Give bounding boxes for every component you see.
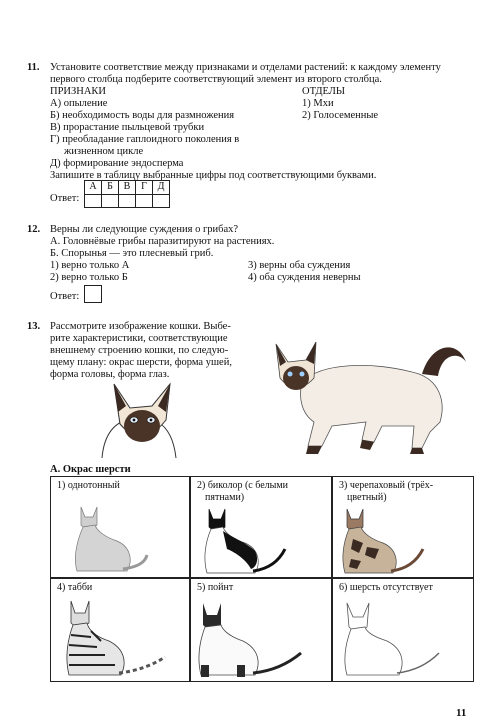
statement-a: А. Головнёвые грибы паразитируют на растениях. bbox=[50, 236, 275, 247]
cat-hairless-illustration bbox=[341, 597, 451, 679]
statement-b: Б. Спорынья — это плесневый гриб. bbox=[50, 248, 214, 259]
division-item: 1) Мхи bbox=[302, 98, 334, 109]
answer-label: Ответ: bbox=[50, 291, 80, 302]
option-label: цветный) bbox=[347, 492, 387, 503]
answer-box[interactable] bbox=[84, 285, 102, 303]
cat-bicolor-illustration bbox=[201, 503, 291, 575]
answer-input-cell[interactable] bbox=[136, 194, 153, 207]
answer-table bbox=[84, 180, 170, 208]
page-number: 11 bbox=[456, 707, 467, 719]
answer-input-cell[interactable] bbox=[102, 194, 119, 207]
question-text: Установите соответствие между признаками и отделами растений: к каждому элементу bbox=[50, 62, 441, 73]
coat-option-solid bbox=[50, 476, 190, 578]
answer-input-cell[interactable] bbox=[119, 194, 136, 207]
cat-point-illustration bbox=[197, 595, 307, 679]
option-label: пятнами) bbox=[205, 492, 245, 503]
answer-input-cell[interactable] bbox=[153, 194, 170, 207]
option: 4) оба суждения неверны bbox=[248, 272, 361, 283]
coat-option-tortoiseshell bbox=[332, 476, 474, 578]
section-title: А. Окрас шерсти bbox=[50, 464, 131, 475]
cat-full-illustration bbox=[262, 322, 472, 457]
answer-label: Ответ: bbox=[50, 193, 80, 204]
question-text: внешнему строению кошки, по следую- bbox=[50, 345, 229, 356]
divisions-header: ОТДЕЛЫ bbox=[302, 86, 346, 97]
option-label: 6) шерсть отсутствует bbox=[339, 582, 433, 593]
cat-head-illustration bbox=[96, 380, 186, 460]
cat-tabby-illustration bbox=[61, 595, 171, 679]
feature-item-continued: жизненном цикле bbox=[64, 146, 144, 157]
option-label: 3) черепаховый (трёх- bbox=[339, 480, 434, 491]
question-text: щему плану: окрас шерсти, форма ушей, bbox=[50, 357, 232, 368]
coat-option-point bbox=[190, 578, 332, 682]
instruction: Запишите в таблицу выбранные цифры под соответствующими буквами. bbox=[50, 170, 377, 181]
option-label: 1) однотонный bbox=[57, 480, 120, 491]
feature-item: А) опыление bbox=[50, 98, 108, 109]
features-header: ПРИЗНАКИ bbox=[50, 86, 107, 97]
option-label: 2) биколор (с белыми bbox=[197, 480, 289, 491]
answer-header-cell: Д bbox=[153, 181, 170, 195]
option: 1) верно только А bbox=[50, 260, 130, 271]
answer-header-cell: Б bbox=[102, 181, 119, 195]
question-number: 11. bbox=[27, 62, 40, 73]
question-text: Рассмотрите изображение кошки. Выбе- bbox=[50, 321, 231, 332]
question-number: 12. bbox=[27, 224, 41, 235]
question-text: рите характеристики, соответствующие bbox=[50, 333, 228, 344]
coat-option-bicolor bbox=[190, 476, 332, 578]
answer-header-cell: А bbox=[85, 181, 102, 195]
answer-input-cell[interactable] bbox=[85, 194, 102, 207]
answer-header-cell: Г bbox=[136, 181, 153, 195]
coat-option-hairless bbox=[332, 578, 474, 682]
feature-item: Д) формирование эндосперма bbox=[50, 158, 184, 169]
answer-header-cell: В bbox=[119, 181, 136, 195]
option: 2) верно только Б bbox=[50, 272, 128, 283]
feature-item: В) прорастание пыльцевой трубки bbox=[50, 122, 205, 133]
option: 3) верны оба суждения bbox=[248, 260, 351, 271]
question-text: форма головы, форма глаз. bbox=[50, 369, 170, 380]
option-label: 5) пойнт bbox=[197, 582, 234, 593]
coat-option-tabby bbox=[50, 578, 190, 682]
feature-item: Б) необходимость воды для размножения bbox=[50, 110, 235, 121]
option-label: 4) табби bbox=[57, 582, 93, 593]
cat-solid-illustration bbox=[61, 501, 151, 575]
cat-tortoiseshell-illustration bbox=[341, 503, 431, 575]
division-item: 2) Голосеменные bbox=[302, 110, 379, 121]
question-text: первого столбца подберите соответствующий элемент из второго столбца. bbox=[50, 74, 382, 85]
feature-item: Г) преобладание гаплоидного поколения в bbox=[50, 134, 240, 145]
question-text: Верны ли следующие суждения о грибах? bbox=[50, 224, 239, 235]
question-number: 13. bbox=[27, 321, 41, 332]
